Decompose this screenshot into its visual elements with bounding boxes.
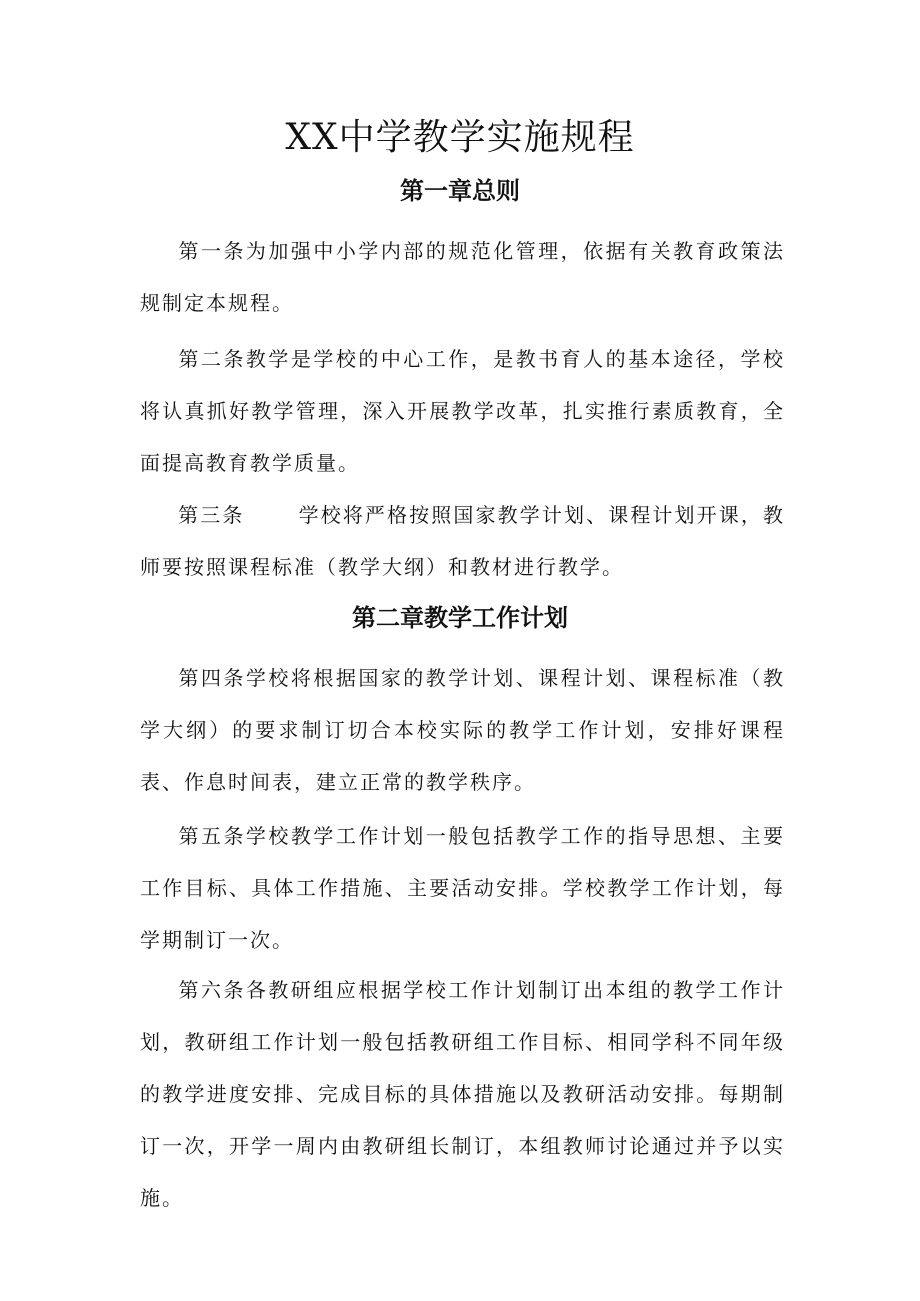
article-4 xyxy=(140,652,785,808)
article-5 xyxy=(140,810,785,966)
article-1-text: 第一条为加强中小学内部的规范化管理，依据有关教育政策法规制定本规程。 xyxy=(140,239,785,315)
document-title: XX中学教学实施规程 xyxy=(285,117,635,158)
article-1 xyxy=(140,225,785,329)
chapter-heading-1: 第一章总则 xyxy=(400,177,520,205)
article-2-text: 第二条教学是学校的中心工作，是教书育人的基本途径，学校将认真抓好教学管理，深入开展教学改革，扎实推行素质教育，全面提高教育教学质量。 xyxy=(140,347,785,475)
article-3-label: 第三条 xyxy=(178,503,245,527)
article-3-text: 学校将严格按照国家教学计划、课程计划开课，教师要按照课程标准（教学大纲）和教材进行教学。 xyxy=(140,503,786,579)
article-3 xyxy=(140,489,785,593)
chapter-heading-2: 第二章教学工作计划 xyxy=(352,604,568,632)
article-2 xyxy=(140,333,785,489)
article-5-text: 第五条学校教学工作计划一般包括教学工作的指导思想、主要工作目标、具体工作措施、主要活动安排。学校教学工作计划，每学期制订一次。 xyxy=(140,824,785,952)
article-4-text: 第四条学校将根据国家的教学计划、课程计划、课程标准（教学大纲）的要求制订切合本校实际的教学工作计划，安排好课程表、作息时间表，建立正常的教学秩序。 xyxy=(140,666,785,794)
article-6 xyxy=(140,964,785,1224)
article-6-text: 第六条各教研组应根据学校工作计划制订出本组的教学工作计划，教研组工作计划一般包括教研组工作目标、相同学科不同年级的教学进度安排、完成目标的具体措施以及教研活动安排。每期制订一次，开学一周内由教研组长制订，本组教师讨论通过并予以实施。 xyxy=(140,978,785,1210)
